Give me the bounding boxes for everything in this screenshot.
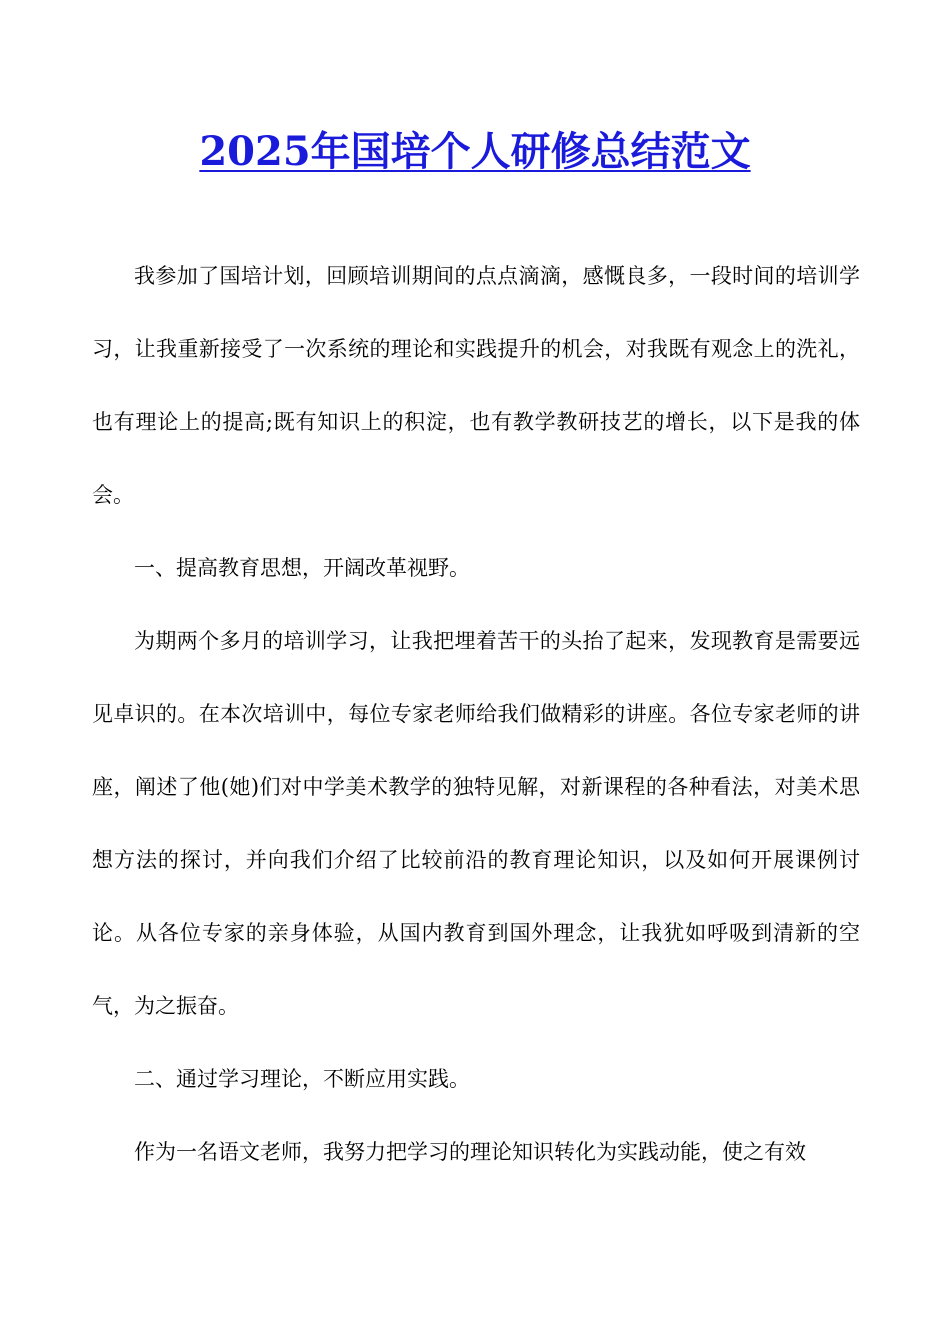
paragraph-section-2: 作为一名语文老师，我努力把学习的理论知识转化为实践动能，使之有效	[134, 1140, 806, 1164]
section-heading-1: 一、提高教育思想，开阔改革视野。	[134, 556, 470, 580]
document-body	[92, 240, 860, 1189]
paragraph-section-1: 为期两个多月的培训学习，让我把埋着苦干的头抬了起来，发现教育是需要远见卓识的。在本次培训中，每位专家老师给我们做精彩的讲座。各位专家老师的讲座，阐述了他(她)们对中学美术教学的独特见解，对新课程的各种看法，对美术思想方法的探讨，并向我们介绍了比较前沿的教育理论知识，以及如何开展课例讨论。从各位专家的亲身体验，从国内教育到国外理念，让我犹如呼吸到清新的空气，为之振奋。	[92, 629, 860, 1018]
document-title[interactable]: 2025年国培个人研修总结范文	[199, 128, 751, 175]
paragraph-intro: 我参加了国培计划，回顾培训期间的点点滴滴，感慨良多，一段时间的培训学习，让我重新接受了一次系统的理论和实践提升的机会，对我既有观念上的洗礼，也有理论上的提高;既有知识上的积淀，也有教学教研技艺的增长，以下是我的体会。	[92, 264, 860, 507]
section-heading-2: 二、通过学习理论，不断应用实践。	[134, 1067, 470, 1091]
